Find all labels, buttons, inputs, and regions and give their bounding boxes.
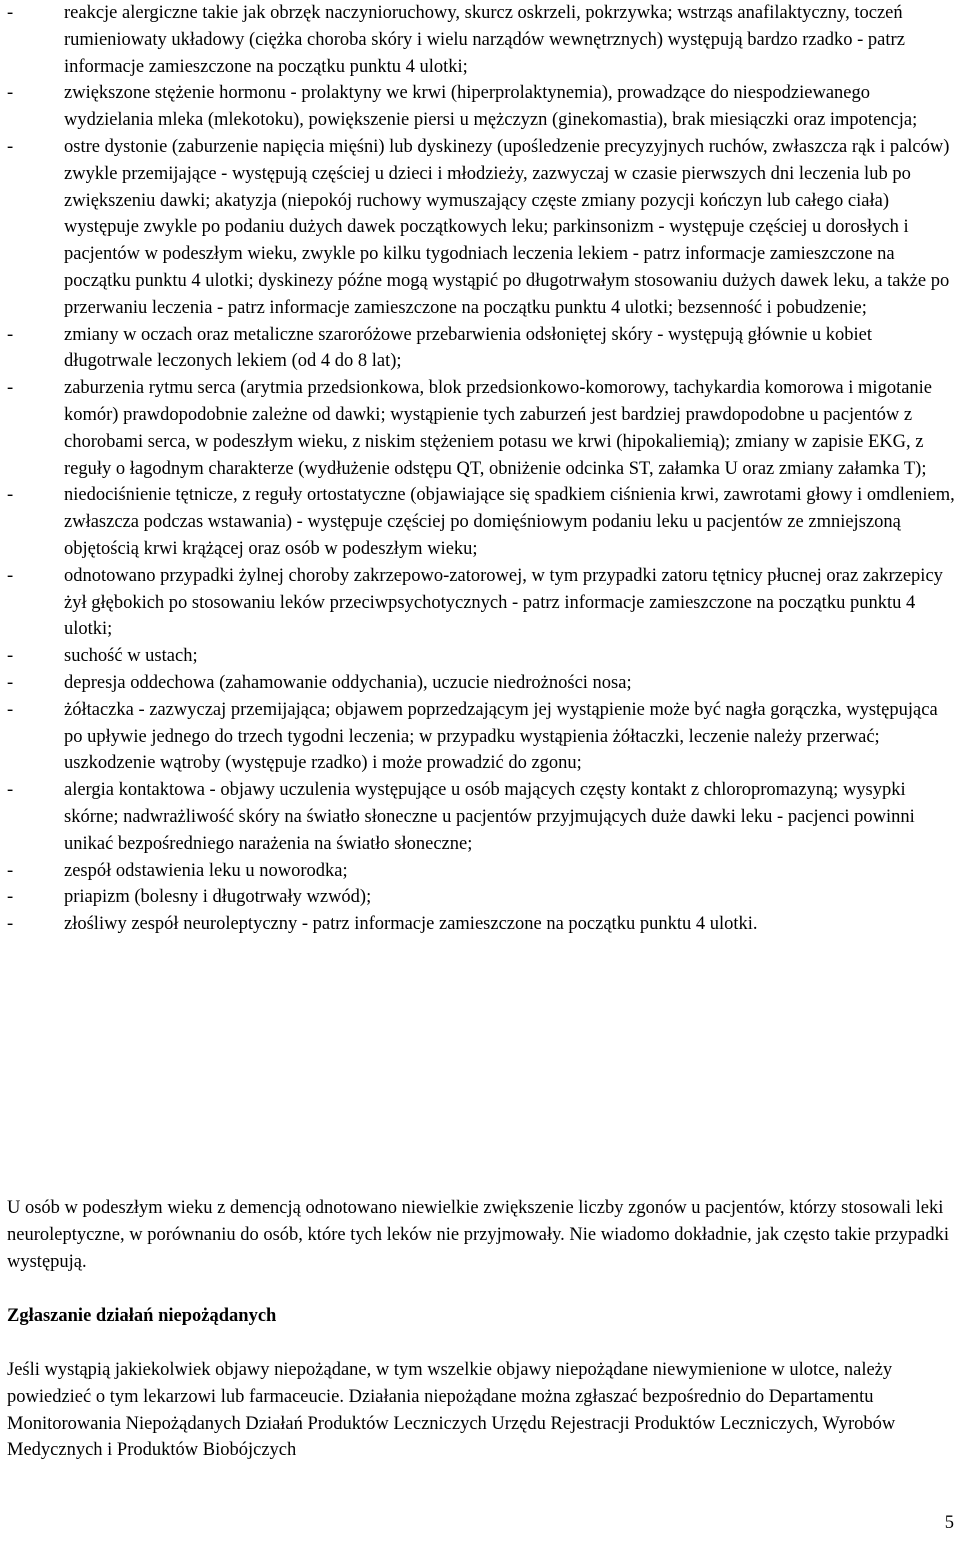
list-item [0,884,958,911]
list-dash: - [7,699,14,720]
reporting-heading: Zgłaszanie działań niepożądanych [7,1306,277,1326]
list-item [0,911,958,938]
list-item-text: zaburzenia rytmu serca (arytmia przedsionkowa, blok przedsionkowo-komorowy, tachykardia komorowa i migotanie komór) prawdopodobnie zależne od dawki; wystąpienie tych zaburzeń jest bardziej prawdopodobne u pacjentów z chorobami serca, w podeszłym wieku, z niskim stężeniem potasu we krwi (hipokaliemią); zmiany w zapisie EKG, z reguły o łagodnym charakterze (wydłużenie odstępu QT, obniżenie odcinka ST, załamka U oraz zmiany załamka T); [64,378,933,479]
list-item [0,643,958,670]
list-dash: - [7,780,14,801]
list-item [0,697,958,777]
page-number: 5 [944,1513,954,1533]
list-dash: - [7,565,14,586]
reporting-paragraph: Jeśli wystąpią jakiekolwiek objawy niepożądane, w tym wszelkie objawy niepożądane niewymienione w ulotce, należy powiedzieć o tym lekarzowi lub farmaceucie. Działania niepożądane można zgłaszać bezpośrednio do Departamentu Monitorowania Niepożądanych Działań Produktów Leczniczych Urzędu Rejestracji Produktów Leczniczych, Wyrobów Medycznych i Produktów Biobójczych [7,1360,896,1461]
list-dash: - [7,860,14,881]
list-item-text: złośliwy zespół neuroleptyczny - patrz informacje zamieszczone na początku punktu 4 ulotki. [64,914,758,935]
list-item-text: zwiększone stężenie hormonu - prolaktyny we krwi (hiperprolaktynemia), prowadzące do niespodziewanego wydzielania mleka (mlekotoku), powiększenie piersi u mężczyzn (ginekomastia), brak miesiączki oraz impotencja; [64,83,918,131]
list-item-text: alergia kontaktowa - objawy uczulenia występujące u osób mających częsty kontakt z chloropromazyną; wysypki skórne; nadwrażliwość skóry na światło słoneczne u pacjentów przyjmujących duże dawki leku - pacjenci powinni unikać bezpośredniego narażenia na światło słoneczne; [64,780,915,854]
list-item-text: żółtaczka - zazwyczaj przemijająca; objawem poprzedzającym jej wystąpienie może być nagła gorączka, występująca po upływie jednego do trzech tygodni leczenia; w przypadku wystąpienia żółtaczki, leczenie należy przerwać; uszkodzenie wątroby (występuje rzadko) i może prowadzić do zgonu; [64,699,938,774]
list-dash: - [7,914,14,935]
list-dash: - [7,646,14,667]
list-dash: - [7,378,14,399]
list-item-text: odnotowano przypadki żylnej choroby zakrzepowo-zatorowej, w tym przypadki zatoru tętnicy płucnej oraz zakrzepicy żył głębokich po stosowaniu leków przeciwpsychotycznych - patrz informacje zamieszczone na początku punktu 4 ulotki; [64,565,943,640]
list-item [0,482,958,562]
list-item [0,563,958,643]
list-item [0,322,958,376]
elderly-dementia-paragraph: U osób w podeszłym wieku z demencją odnotowano niewielkie zwiększenie liczby zgonów u pacjentów, którzy stosowali leki neuroleptyczne, w porównaniu do osób, które tych leków nie przyjmowały. Nie wiadomo dokładnie, jak często takie przypadki występują. [7,1198,950,1272]
list-item-text: zmiany w oczach oraz metaliczne szaroróżowe przebarwienia odsłoniętej skóry - występują głównie u kobiet długotrwale leczonych lekiem (od 4 do 8 lat); [64,324,873,372]
list-item-text: reakcje alergiczne takie jak obrzęk naczynioruchowy, skurcz oskrzeli, pokrzywka; wstrząs anafilaktyczny, toczeń rumieniowaty układowy (ciężka choroba skóry i wielu narządów wewnętrznych) występują bardzo rzadko - patrz informacje zamieszczone na początku punktu 4 ulotki; [64,3,905,77]
list-item-text: ostre dystonie (zaburzenie napięcia mięśni) lub dyskinezy (upośledzenie precyzyjnych ruchów, zwłaszcza rąk i palców) zwykle przemijające - występują częściej u dzieci i młodzieży, zazwyczaj w czasie pierwszych dni leczenia lub po zwiększeniu dawki; akatyzja (niepokój ruchowy wymuszający częste zmiany pozycji kończyn lub całego ciała) występuje zwykle po podaniu dużych dawek początkowych leku; parkinsonizm - występuje częściej u dorosłych i pacjentów w podeszłym wieku, zwykle po kilku tygodniach leczenia lekiem - patrz informacje zamieszczone na początku punktu 4 ulotki; dyskinezy późne mogą wystąpić po długotrwałym stosowaniu dużych dawek leku, a także po przerwaniu leczenia - patrz informacje zamieszczone na początku punktu 4 ulotki; bezsenność i pobudzenie; [64,136,950,318]
list-dash: - [7,3,14,23]
list-dash: - [7,887,14,908]
list-item-text: depresja oddechowa (zahamowanie oddychania), uczucie niedrożności nosa; [64,672,632,693]
list-item [0,134,958,322]
list-item-text: niedociśnienie tętnicze, z reguły ortostatyczne (objawiające się spadkiem ciśnienia krwi, zawrotami głowy i omdleniem, zwłaszcza podczas wstawania) - występuje częściej po domięśniowym podaniu leku u pacjentów ze zmniejszoną objętością krwi krążącej oraz osób w podeszłym wieku; [64,485,955,559]
list-item [0,670,958,697]
list-dash: - [7,83,14,104]
list-item [0,777,958,857]
list-item-text: priapizm (bolesny i długotrwały wzwód); [64,887,372,908]
list-item-text: zespół odstawienia leku u noworodka; [64,860,348,881]
list-dash: - [7,136,14,157]
list-dash: - [7,324,14,345]
list-item [0,0,958,80]
list-item [0,80,958,134]
list-dash: - [7,485,14,506]
list-item-text: suchość w ustach; [64,646,198,667]
list-item [0,375,958,482]
list-dash: - [7,672,14,693]
list-item [0,858,958,885]
